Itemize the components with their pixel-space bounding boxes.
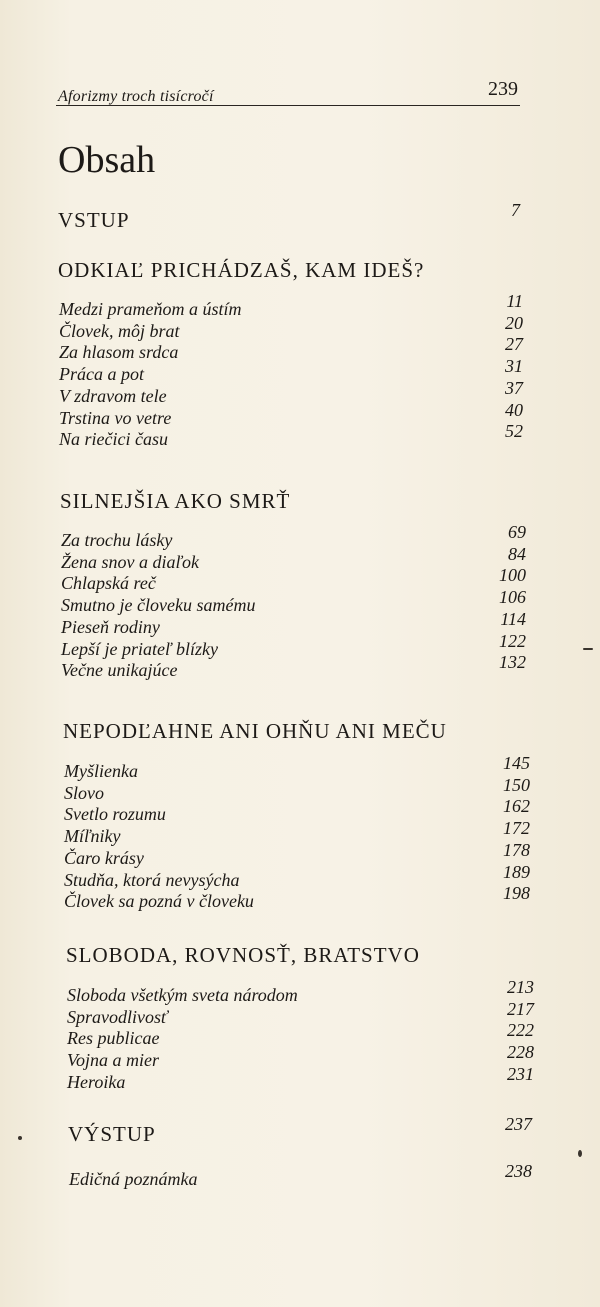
toc-intro-label: VSTUP xyxy=(58,208,130,232)
page-title: Obsah xyxy=(58,139,156,181)
toc-entry xyxy=(59,334,523,364)
toc-entry-label: Studňa, ktorá nevysýcha xyxy=(64,870,240,890)
toc-entry-label: Trstina vo vetre xyxy=(59,408,172,428)
toc-entry xyxy=(67,1042,534,1072)
toc-entry-label: Pieseň rodiny xyxy=(61,617,160,637)
toc-entry-page-number: 84 xyxy=(508,544,526,564)
toc-entry-page-number: 222 xyxy=(507,1020,534,1040)
toc-entry-label: Myšlienka xyxy=(64,761,138,781)
toc-entry xyxy=(59,400,523,430)
page-number: 239 xyxy=(488,78,518,100)
running-title: Aforizmy troch tisícročí xyxy=(58,88,214,105)
toc-entry xyxy=(59,291,523,321)
toc-entry-label: Za hlasom srdca xyxy=(59,342,179,362)
toc-entry-page-number: 228 xyxy=(507,1042,534,1062)
toc-entry xyxy=(61,587,526,617)
toc-intro xyxy=(58,200,520,232)
toc-entry-page-number: 189 xyxy=(503,862,530,882)
toc-entry-label: Chlapská reč xyxy=(61,573,156,593)
toc-entry-label: Lepší je priateľ blízky xyxy=(61,639,219,659)
toc-entry-label: Človek sa pozná v človeku xyxy=(64,891,254,911)
toc-entry-page-number: 11 xyxy=(506,291,523,311)
toc-entry-label: Res publicae xyxy=(67,1028,160,1048)
toc-entry-page-number: 172 xyxy=(503,818,530,838)
toc-note-page-number: 238 xyxy=(505,1161,532,1181)
toc-entry xyxy=(61,631,526,661)
toc-entry-label: Heroika xyxy=(67,1072,126,1092)
toc-entry-page-number: 40 xyxy=(505,400,523,420)
toc-entry-label: Spravodlivosť xyxy=(67,1007,168,1027)
toc-entry-label: Na riečici času xyxy=(59,429,168,449)
toc-entry xyxy=(67,1020,534,1050)
toc-entry xyxy=(59,313,523,343)
toc-entry-page-number: 145 xyxy=(503,753,530,773)
toc-entry xyxy=(64,753,530,783)
toc-entry xyxy=(61,565,526,595)
toc-entry-page-number: 122 xyxy=(499,631,526,651)
toc-entry xyxy=(61,652,526,682)
toc-entry-page-number: 231 xyxy=(507,1064,534,1084)
toc-entry xyxy=(61,609,526,639)
toc-entry-label: Svetlo rozumu xyxy=(64,804,166,824)
toc-section-heading-label: SILNEJŠIA AKO SMRŤ xyxy=(60,489,291,513)
toc-outro-label: VÝSTUP xyxy=(68,1122,156,1146)
page-speck xyxy=(578,1150,582,1157)
toc-entry xyxy=(67,999,534,1029)
toc-entry-page-number: 20 xyxy=(505,313,523,333)
toc-entry-page-number: 132 xyxy=(499,652,526,672)
toc-entry-label: Sloboda všetkým sveta národom xyxy=(67,985,298,1005)
toc-entry-label: Vojna a mier xyxy=(67,1050,159,1070)
toc-section-heading xyxy=(60,489,526,511)
toc-entry-label: V zdravom tele xyxy=(59,386,167,406)
toc-note-label: Edičná poznámka xyxy=(69,1169,198,1189)
toc-entry xyxy=(61,522,526,552)
toc-entry-page-number: 37 xyxy=(505,378,523,398)
page-speck xyxy=(583,648,593,650)
toc-entry-page-number: 198 xyxy=(503,883,530,903)
toc-entry-page-number: 100 xyxy=(499,565,526,585)
toc-entry xyxy=(64,840,530,870)
toc-entry xyxy=(64,883,530,913)
toc-entry-page-number: 217 xyxy=(507,999,534,1019)
toc-section-heading-label: ODKIAĽ PRICHÁDZAŠ, KAM IDEŠ? xyxy=(58,258,425,282)
page-speck xyxy=(18,1136,22,1140)
toc-entry-label: Človek, môj brat xyxy=(59,321,180,341)
toc-entry xyxy=(59,378,523,408)
toc-entry xyxy=(67,977,534,1007)
toc-section-heading-label: NEPODĽAHNE ANI OHŇU ANI MEČU xyxy=(63,719,447,743)
toc-entry xyxy=(64,796,530,826)
toc-outro-page-number: 237 xyxy=(505,1114,532,1134)
toc-entry-label: Čaro krásy xyxy=(64,848,144,868)
toc-entry xyxy=(59,421,523,451)
toc-section-heading xyxy=(66,943,534,965)
toc-entry-label: Míľniky xyxy=(64,826,121,846)
toc-entry xyxy=(59,356,523,386)
toc-entry-page-number: 178 xyxy=(503,840,530,860)
toc-entry-page-number: 106 xyxy=(499,587,526,607)
toc-outro xyxy=(68,1114,532,1146)
toc-section-heading xyxy=(63,719,530,741)
toc-entry-label: Žena snov a diaľok xyxy=(61,552,200,572)
toc-entry-label: Za trochu lásky xyxy=(61,530,173,550)
toc-entry-page-number: 150 xyxy=(503,775,530,795)
toc-entry-page-number: 114 xyxy=(500,609,526,629)
toc-entry-page-number: 213 xyxy=(507,977,534,997)
toc-entry-page-number: 162 xyxy=(503,796,530,816)
toc-entry-label: Práca a pot xyxy=(59,364,144,384)
toc-entry-label: Medzi prameňom a ústím xyxy=(59,299,242,319)
toc-section-heading xyxy=(58,258,523,280)
toc-entry-label: Slovo xyxy=(64,783,104,803)
toc-entry-page-number: 69 xyxy=(508,522,526,542)
toc-entry-page-number: 52 xyxy=(505,421,523,441)
toc-entry xyxy=(64,862,530,892)
toc-intro-page-number: 7 xyxy=(511,200,520,220)
toc-entry-page-number: 27 xyxy=(505,334,523,354)
toc-entry-label: Večne unikajúce xyxy=(61,660,178,680)
toc-entry xyxy=(64,775,530,805)
toc-section-heading-label: SLOBODA, ROVNOSŤ, BRATSTVO xyxy=(66,943,420,967)
toc-entry xyxy=(61,544,526,574)
toc-entry-page-number: 31 xyxy=(505,356,523,376)
toc-note xyxy=(69,1161,532,1191)
toc-entry-label: Smutno je človeku samému xyxy=(61,595,256,615)
toc-entry xyxy=(67,1064,534,1094)
toc-entry xyxy=(64,818,530,848)
